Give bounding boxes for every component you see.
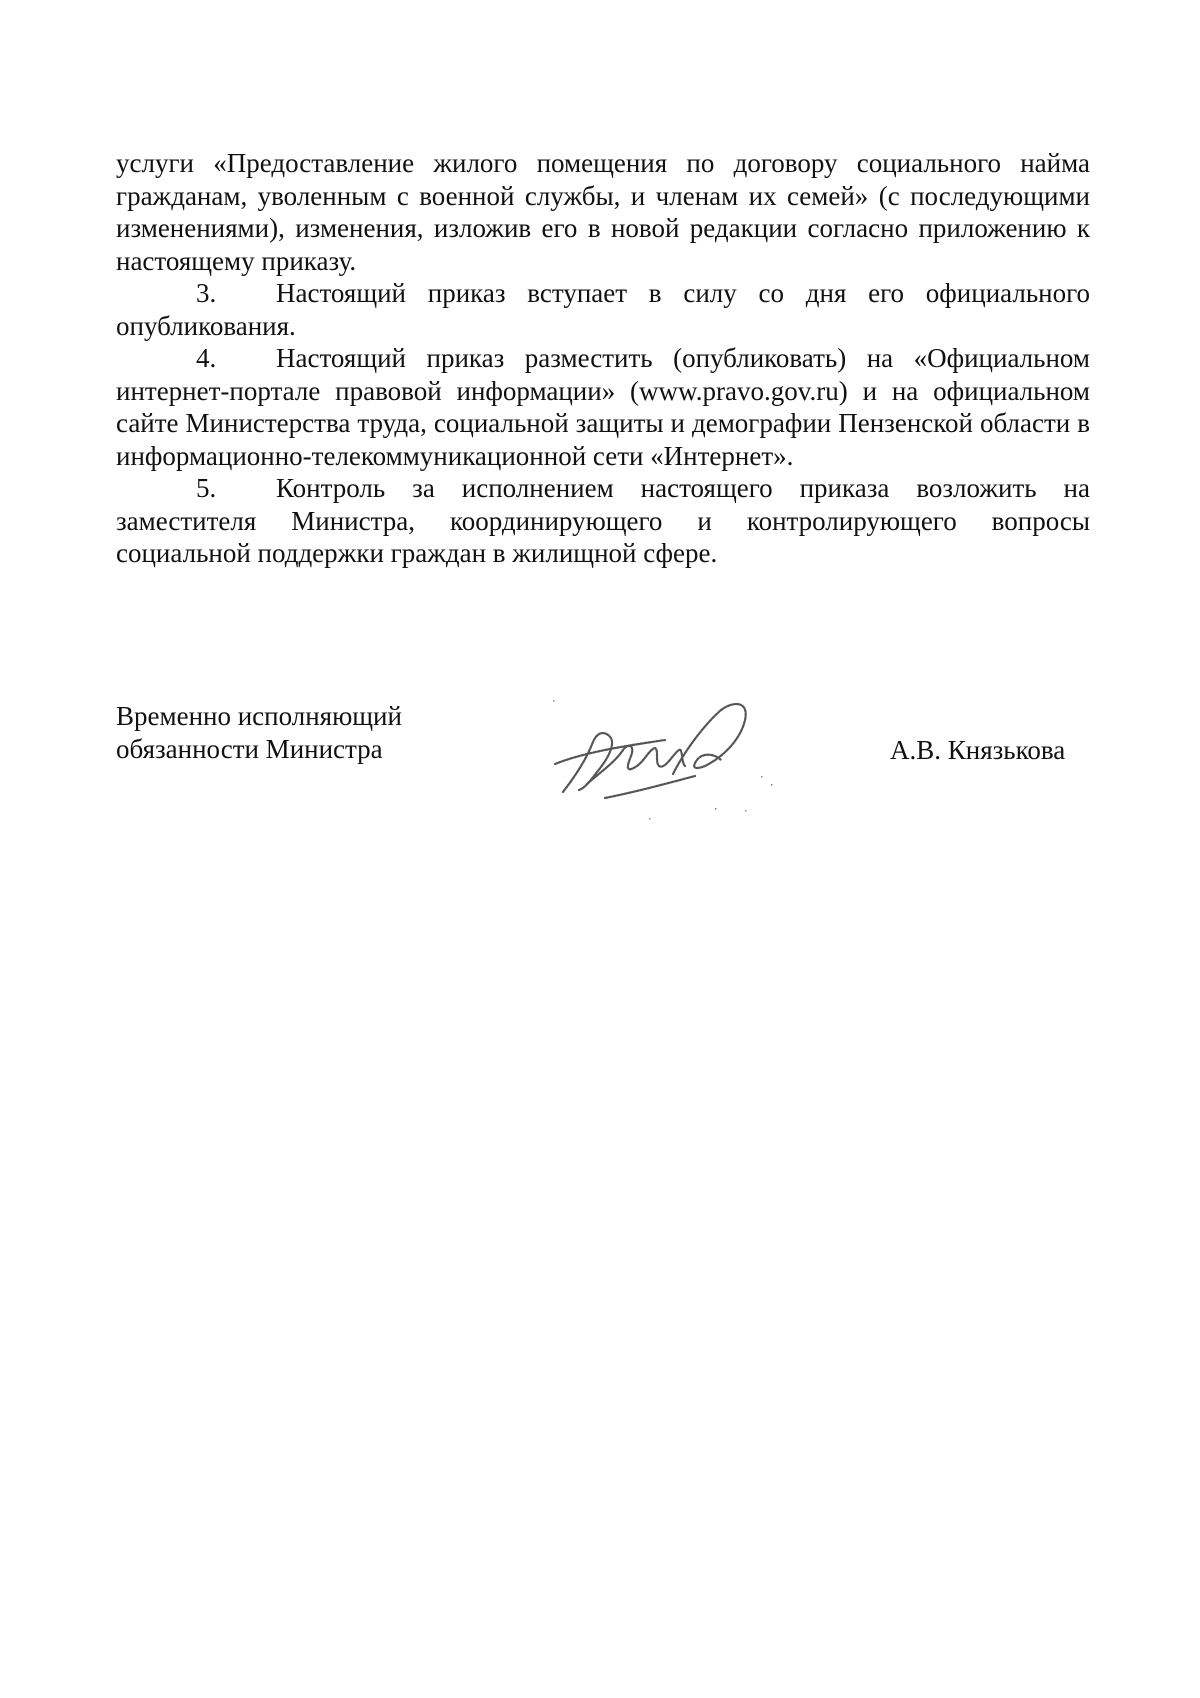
paragraph-continuation [116,147,1090,277]
paragraph-3 [116,277,1090,342]
document-body [116,147,1090,570]
signatory-title-line-1: Временно исполняющий [116,701,402,731]
paragraph-text: услуги «Предоставление жилого помещения по договору социального найма гражданам, уволенным с военной службы, и членам их семей» (с последующими изменениями), изменения, изложив его в новой редакции согласно приложению к настоящему приказу. [116,148,1090,276]
paragraph-number: 3. [196,278,217,308]
paragraph-number: 4. [196,343,217,373]
signatory-title-line-2: обязанности Министра [116,734,383,764]
paragraph-text: Контроль за исполнением настоящего приказа возложить на заместителя Министра, координирующего и контролирующего вопросы социальной поддержки граждан в жилищной сфере. [116,473,1090,568]
handwritten-signature [545,680,805,830]
paragraph-number: 5. [196,473,217,503]
signatory-name: А.В. Князькова [890,735,1066,765]
paragraph-text: Настоящий приказ вступает в силу со дня его официального опубликования. [116,278,1090,341]
paragraph-4 [116,342,1090,472]
paragraph-5 [116,472,1090,570]
signatory-title [116,700,402,766]
paragraph-text: Настоящий приказ разместить (опубликовать) на «Официальном интернет-портале правовой информации» (www.pravo.gov.ru) и на официальном сайте Министерства труда, социальной защиты и демографии Пензенской области в информационно-телекоммуникационной сети «Интернет». [116,343,1090,471]
